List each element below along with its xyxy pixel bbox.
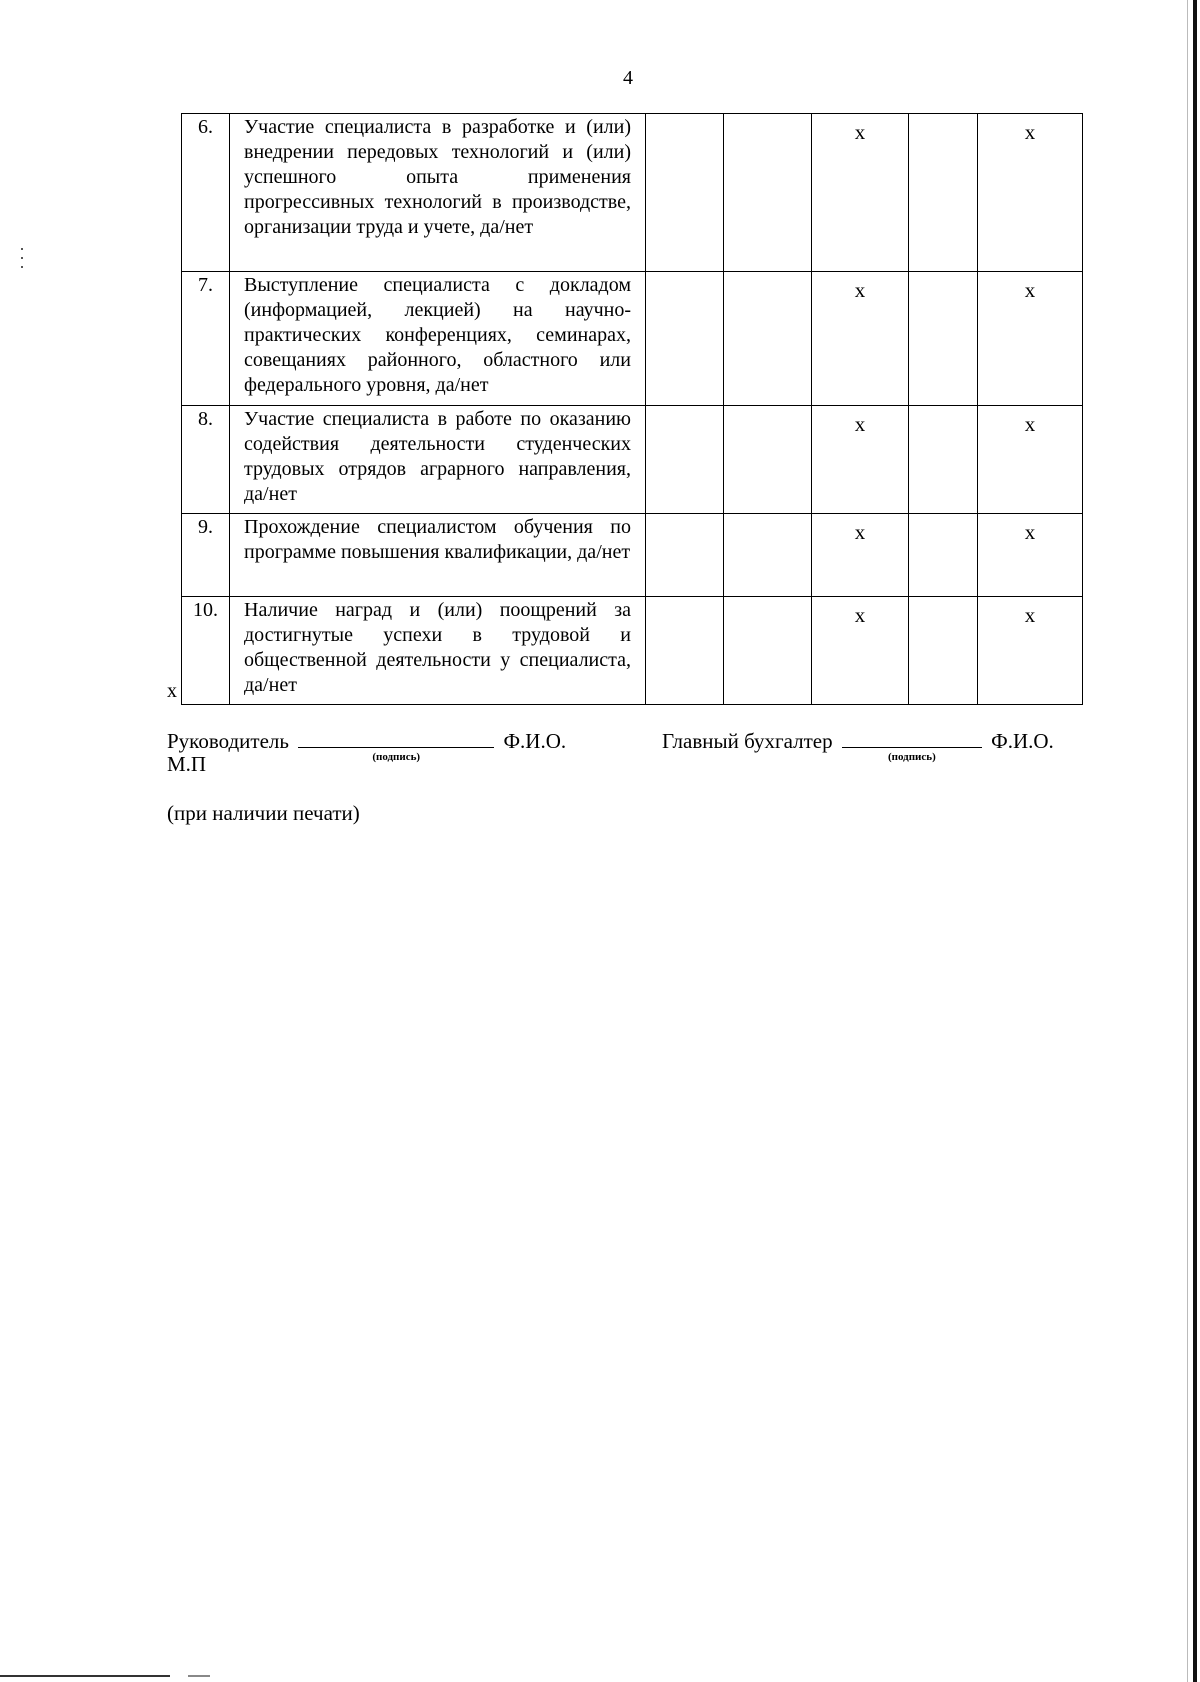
- row-cell: [646, 597, 724, 705]
- accountant-signature-blank: [842, 727, 982, 763]
- row-criterion-text: Выступление специалиста с докладом (информацией, лекцией) на научно-практических конференциях, семинарах, совещаниях районного, областного или федерального уровня, да/нет: [230, 272, 646, 406]
- row-cell: x: [978, 597, 1083, 705]
- row-cell: [646, 114, 724, 272]
- row-cell: x: [812, 114, 909, 272]
- row-cell: x: [812, 272, 909, 406]
- accountant-signature-line: [662, 727, 1054, 763]
- accountant-signature-caption: (подпись): [887, 751, 936, 763]
- scan-dots: [21, 248, 23, 268]
- scan-bottom-line: [0, 1675, 170, 1677]
- row-cell: [724, 272, 812, 406]
- row-number: 7.: [182, 272, 230, 406]
- row-cell: [724, 114, 812, 272]
- row-cell: x: [812, 514, 909, 597]
- row-criterion-text: Прохождение специалистом обучения по программе повышения квалификации, да/нет: [230, 514, 646, 597]
- row-cell: x: [978, 406, 1083, 514]
- criteria-table: [181, 113, 1083, 705]
- row-number: 9.: [182, 514, 230, 597]
- row-cell: [724, 406, 812, 514]
- stamp-note: (при наличии печати): [167, 801, 360, 825]
- page-number: 4: [623, 67, 633, 89]
- accountant-fio: Ф.И.О.: [991, 729, 1054, 753]
- row-cell: x: [978, 272, 1083, 406]
- row-criterion-text: Участие специалиста в разработке и (или) внедрении передовых технологий и (или) успешного опыта применения прогрессивных технологий в производстве, организации труда и учете, да/нет: [230, 114, 646, 272]
- table-row: [182, 114, 1083, 272]
- row-number: 8.: [182, 406, 230, 514]
- row-cell: x: [978, 114, 1083, 272]
- scan-edge-right: [1193, 0, 1197, 1682]
- row-criterion-text: Наличие наград и (или) поощрений за достигнутые успехи в трудовой и общественной деятельности у специалиста, да/нет: [230, 597, 646, 705]
- manager-label: Руководитель: [167, 729, 289, 753]
- footnote-mark: x: [167, 680, 177, 702]
- row-cell: x: [812, 406, 909, 514]
- row-cell: [909, 272, 978, 406]
- row-number: 10.: [182, 597, 230, 705]
- table-row: [182, 272, 1083, 406]
- row-cell: [646, 272, 724, 406]
- manager-fio: Ф.И.О.: [503, 729, 567, 753]
- row-cell: [909, 514, 978, 597]
- row-cell: [909, 597, 978, 705]
- row-cell: [909, 406, 978, 514]
- row-cell: [724, 597, 812, 705]
- table-row: [182, 514, 1083, 597]
- row-cell: [909, 114, 978, 272]
- row-number: 6.: [182, 114, 230, 272]
- scan-edge-right-thin: [1187, 0, 1188, 1682]
- row-cell: [724, 514, 812, 597]
- row-cell: x: [978, 514, 1083, 597]
- row-cell: x: [812, 597, 909, 705]
- row-cell: [646, 406, 724, 514]
- stamp-label: М.П: [167, 752, 207, 776]
- manager-signature-caption: (подпись): [372, 751, 421, 763]
- manager-signature-blank: [298, 727, 494, 763]
- row-cell: [646, 514, 724, 597]
- accountant-label: Главный бухгалтер: [662, 729, 833, 753]
- manager-signature-line: [167, 727, 567, 763]
- scan-bottom-short: [188, 1675, 210, 1677]
- table-row: [182, 597, 1083, 705]
- table-row: [182, 406, 1083, 514]
- row-criterion-text: Участие специалиста в работе по оказанию содействия деятельности студенческих трудовых отрядов аграрного направления, да/нет: [230, 406, 646, 514]
